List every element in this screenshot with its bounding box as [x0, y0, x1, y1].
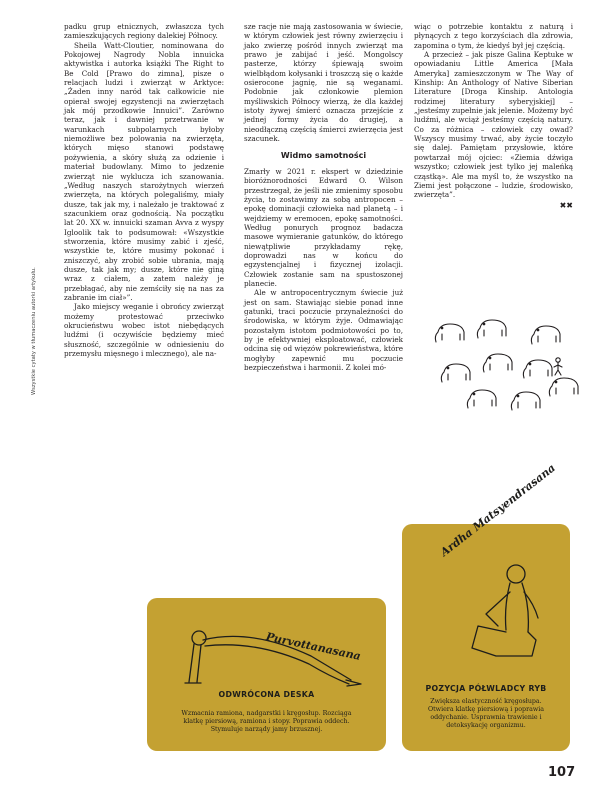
quote-credit: Wszystkie cytaty w tłumaczeniu autorki artykułu. [31, 267, 37, 395]
text-column-3 [414, 22, 573, 210]
paragraph: Zmarły w 2021 r. ekspert w dziedzinie bioróżnorodności Edward O. Wilson przestrzegał, że jeśli nie zmienimy sposobu życia, to zostawimy za sobą antropocen – epokę dominacji człowieka nad planetą – i wejdziemy w eremocen, epokę samotności. Według ponurych prognoz badacza masowe wymieranie gatunków, do którego niewątpliwie przykładamy rękę, doprowadzi nas w końcu do egzystencjalnej i fizycznej izolacji. Człowiek zostanie sam na spustoszonej planecie. [244, 166, 403, 288]
elephant-icon [467, 390, 496, 408]
elephant-icon [441, 364, 470, 382]
elephant-icon [523, 360, 552, 378]
paragraph: padku grup etnicznych, zwłaszcza tych zamieszkujących regiony dalekiej Północy. [64, 22, 224, 41]
elephant-icon [435, 324, 464, 342]
half-lord-of-fishes-figure [438, 556, 548, 666]
person-icon [554, 358, 562, 375]
paragraph: Ale w antropocentrycznym świecie już jest on sam. Stawiając siebie ponad inne gatunki, traci poczucie przynależności do środowiska, w którym żyje. Odmawiając pozostałym istotom podmiotowości po to, by je efektywniej eksploatować, człowiek odcina się od więzów pokrewieństwa, które mogłyby zapewnić mu poczucie bezpieczeństwa i harmonii. Z kolei mó- [244, 288, 403, 373]
yoga-card-reverse-plank [147, 598, 386, 751]
text-column-2 [244, 22, 403, 372]
paragraph: A przecież – jak pisze Galina Keptuke w opowiadaniu Little America [Mała Ameryka] zamieszczonym w The Way of Kinship: An Anthology of Native Siberian Literature [Droga Kinship. Antologia rodzimej literatury syberyjskiej] – „jesteśmy zupełnie jak jelenie. Możemy być ludźmi, ale wciąż jesteśmy częścią natury. Co za różnica – człowiek czy owad? Wszyscy musimy trwać, aby życie toczyło się dalej. Pamiętam przysłowie, które powtarzał mój ojciec: «Ziemia dźwiga wszystko; człowiek jest tylko jej maleńką cząstką». Ale ma myśl to, że wszystko na Ziemi jest połączone – ludzie, środowisko, zwierzęta”. [414, 50, 573, 200]
card-title: POZYCJA PÓŁWLADCY RYB [425, 684, 547, 693]
elephant-icon [549, 378, 578, 396]
elephant-icon [511, 392, 540, 410]
page-number: 107 [548, 765, 576, 780]
elephants-illustration [430, 318, 580, 423]
pose-name: Ardha Matsyendrasana [437, 461, 558, 559]
elephant-icon [477, 320, 506, 338]
yoga-card-half-lord-of-fishes [402, 461, 570, 751]
paragraph: Sheila Watt-Cloutier, nominowana do Pokojowej Nagrody Nobla innuicka aktywistka i autorka książki The Right to Be Cold [Prawo do zimna], pisze o relacjach ludzi i zwierząt w Arktyce: „Żaden inny naród tak całkowicie nie opierał swojej egzystencji na zwierzętach jak mój przodkowie Innuici”. Zarówno teraz, jak i dawniej przetrwanie w warunkach subpolarnych byłoby niemożliwe bez polowania na zwierzęta, których mięso stanowi podstawę pożywienia, a skóry służą za odzienie i materiał budowlany. Mimo to jedzenie zwierząt nie wyklucza ich szanowania. „Według naszych starożytnych wierzeń zwierzęta, na których polegaliśmy, miały dusze, tak jak my, i należało je traktować z szacunkiem oraz godnością. Na początku lat 20. XX w. innuicki szaman Avva z wyspy Igloolik tak to podsumował: «Wszystkie stworzenia, które musimy zabić i zjeść, wszystkie te, które musimy pokonać i zniszczyć, aby zrobić sobie ubrania, mają dusze, tak jak my; dusze, które nie giną wraz z ciałem, a zatem należy je przebłagać, aby nie zemściły się na nas za zabranie im ciał»”. [64, 40, 224, 302]
text-column-1 [64, 22, 224, 358]
section-heading: Widmo samotności [280, 151, 367, 161]
pose-name: Purvottanasana [264, 630, 362, 663]
paragraph: wiąc o potrzebie kontaktu z naturą i płynących z tego korzyściach dla zdrowia, zapomina o tym, że kiedyś był jej częścią. [414, 22, 573, 50]
paragraph: Jako miejscy weganie i obrońcy zwierząt możemy protestować przeciwko okrucieństwu wobec istot niebędących ludźmi (i oczywiście będziemy mieć słuszność, szczególnie w odniesieniu do przemysłu mięsnego i mlecznego), ale na- [64, 302, 224, 359]
elephant-icon [483, 354, 512, 372]
card-title: ODWRÓCONA DESKA [218, 690, 315, 699]
elephant-icon [531, 326, 560, 344]
card-description: Zwiększa elastyczność kręgosłupa. Otwiera klatkę piersiową i poprawia oddychanie. Usprawnia trawienie i detoksykację organizmu. [427, 698, 544, 729]
card-description: Wzmacnia ramiona, nadgarstki i kręgosłup. Rozciąga klatkę piersiową, ramiona i stopy. Poprawia oddech. Stymuluje narządy jamy brzusznej. [181, 710, 352, 733]
end-mark: ✖✖ [559, 200, 573, 210]
paragraph: sze racje nie mają zastosowania w świecie, w którym człowiek jest równy zwierzęciu i jako zwierzę pośród innych zwierząt ma prawo je zabijać i jeść. Mongolscy pasterze, którzy śpiewają swoim wielbłądom kołysanki i troszczą się o każde osieroconе jagnię, nie są weganami. Podobnie jak członkowie plemion myśliwskich Północy wierzą, że dla każdej istoty żywej śmierć oznacza przejście z jednej formy życia do drugiej, a nieodłączną częścią śmierci zwierzęcia jest szacunek. [244, 22, 403, 144]
